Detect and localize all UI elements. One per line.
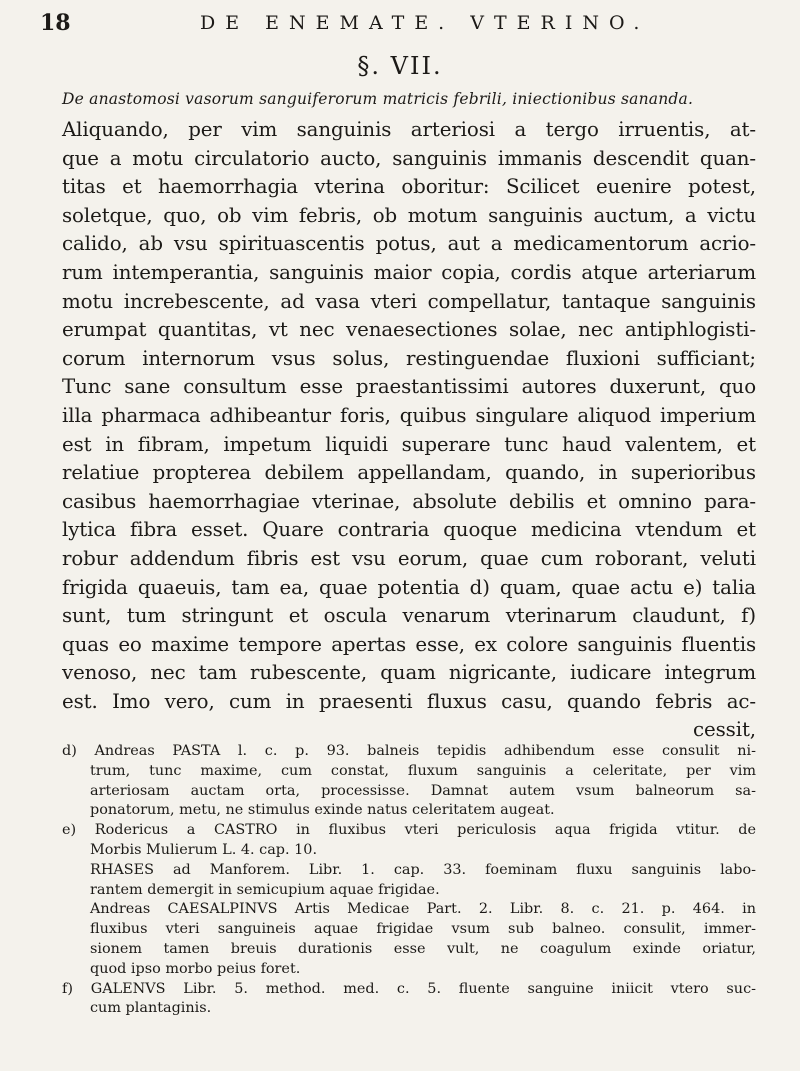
body-line: est in fibram, impetum liquidi superare tunc haud valentem, et bbox=[62, 432, 756, 456]
body-text bbox=[62, 116, 756, 745]
body-line: est. Imo vero, cum in praesenti fluxus casu, quando febris ac- bbox=[62, 689, 756, 713]
running-head bbox=[40, 8, 760, 38]
body-line: Tunc sane consultum esse praestantissimi autores duxerunt, quo bbox=[62, 375, 756, 399]
body-line: robur addendum fibris est vsu eorum, quae cum roborant, veluti bbox=[62, 546, 756, 570]
footnote-line: trum, tunc maxime, cum constat, fluxum sanguinis a celeritate, per vim bbox=[90, 762, 756, 779]
footnote-line: e) Rodericus a CASTRO in fluxibus vteri periculosis aqua frigida vtitur. de bbox=[62, 822, 756, 839]
body-line: Aliquando, per vim sanguinis arteriosi a tergo irruentis, at- bbox=[62, 118, 756, 141]
footnote-line: rantem demergit in semicupium aquae frigidae. bbox=[90, 881, 440, 898]
section-heading: De anastomosi vasorum sanguiferorum matricis febrili, iniectionibus sananda. bbox=[62, 90, 694, 108]
footnote-line: Andreas CAESALPINVS Artis Medicae Part. 2. Libr. 8. c. 21. p. 464. in bbox=[90, 901, 756, 918]
footnote-line: RHASES ad Manforem. Libr. 1. cap. 33. foeminam fluxu sanguinis labo- bbox=[90, 861, 756, 878]
body-line: calido, ab vsu spirituascentis potus, aut a medicamentorum acrio- bbox=[62, 232, 756, 256]
body-line: titas et haemorrhagia vterina oboritur: Scilicet euenire potest, bbox=[62, 175, 756, 199]
footnote-line: arteriosam auctam orta, processisse. Damnat autem vsum balneorum sa- bbox=[90, 782, 756, 799]
body-line: quas eo maxime tempore apertas esse, ex colore sanguinis fluentis bbox=[62, 632, 756, 656]
body-line: erumpat quantitas, vt nec venaesectiones solae, nec antiphlogisti- bbox=[62, 318, 756, 342]
body-line: casibus haemorrhagiae vterinae, absolute debilis et omnino para- bbox=[62, 489, 756, 513]
body-line: illa pharmaca adhibeantur foris, quibus singulare aliquod imperium bbox=[62, 403, 756, 427]
page-number: 18 bbox=[40, 10, 71, 36]
running-title: DE ENEMATE. VTERINO. bbox=[200, 12, 650, 34]
body-line: frigida quaeuis, tam ea, quae potentia d) quam, quae actu e) talia bbox=[62, 575, 756, 599]
body-line: relatiue propterea debilem appellandam, quando, in superioribus bbox=[62, 461, 756, 485]
footnote-line: ponatorum, metu, ne stimulus exinde natus celeritatem augeat. bbox=[90, 802, 555, 819]
body-line: rum intemperantia, sanguinis maior copia, cordis atque arteriarum bbox=[62, 260, 756, 284]
body-line: corum internorum vsus solus, restinguendae fluxioni sufficiant; bbox=[62, 346, 756, 370]
footnote-line: quod ipso morbo peius foret. bbox=[90, 960, 301, 977]
body-line: que a motu circulatorio aucto, sanguinis immanis descendit quan- bbox=[62, 146, 756, 170]
body-line: venoso, nec tam rubescente, quam nigricante, iudicare integrum bbox=[62, 661, 756, 685]
footnote-line: d) Andreas PASTA l. c. p. 93. balneis tepidis adhibendum esse consulit ni- bbox=[62, 743, 756, 759]
body-line: motu increbescente, ad vasa vteri compellatur, tantaque sanguinis bbox=[62, 289, 756, 313]
footnote-line: fluxibus vteri sanguineis aquae frigidae vsum sub balneo. consulit, immer- bbox=[90, 921, 756, 938]
footnotes bbox=[62, 742, 756, 1019]
footnote-line: sionem tamen breuis durationis esse vult, ne coagulum exinde oriatur, bbox=[90, 940, 756, 957]
catchword: cessit, bbox=[693, 718, 756, 742]
body-line: soletque, quo, ob vim febris, ob motum sanguinis auctum, a victu bbox=[62, 203, 756, 227]
footnote-line: cum plantaginis. bbox=[90, 1000, 212, 1017]
body-line: lytica fibra esset. Quare contraria quoque medicina vtendum et bbox=[62, 518, 756, 542]
footnote-line: f) GALENVS Libr. 5. method. med. c. 5. fluente sanguine iniicit vtero suc- bbox=[62, 980, 756, 997]
footnote-line: Morbis Mulierum L. 4. cap. 10. bbox=[90, 841, 318, 858]
body-line: sunt, tum stringunt et oscula venarum vterinarum claudunt, f) bbox=[62, 604, 756, 628]
section-number: §. VII. bbox=[357, 52, 443, 80]
